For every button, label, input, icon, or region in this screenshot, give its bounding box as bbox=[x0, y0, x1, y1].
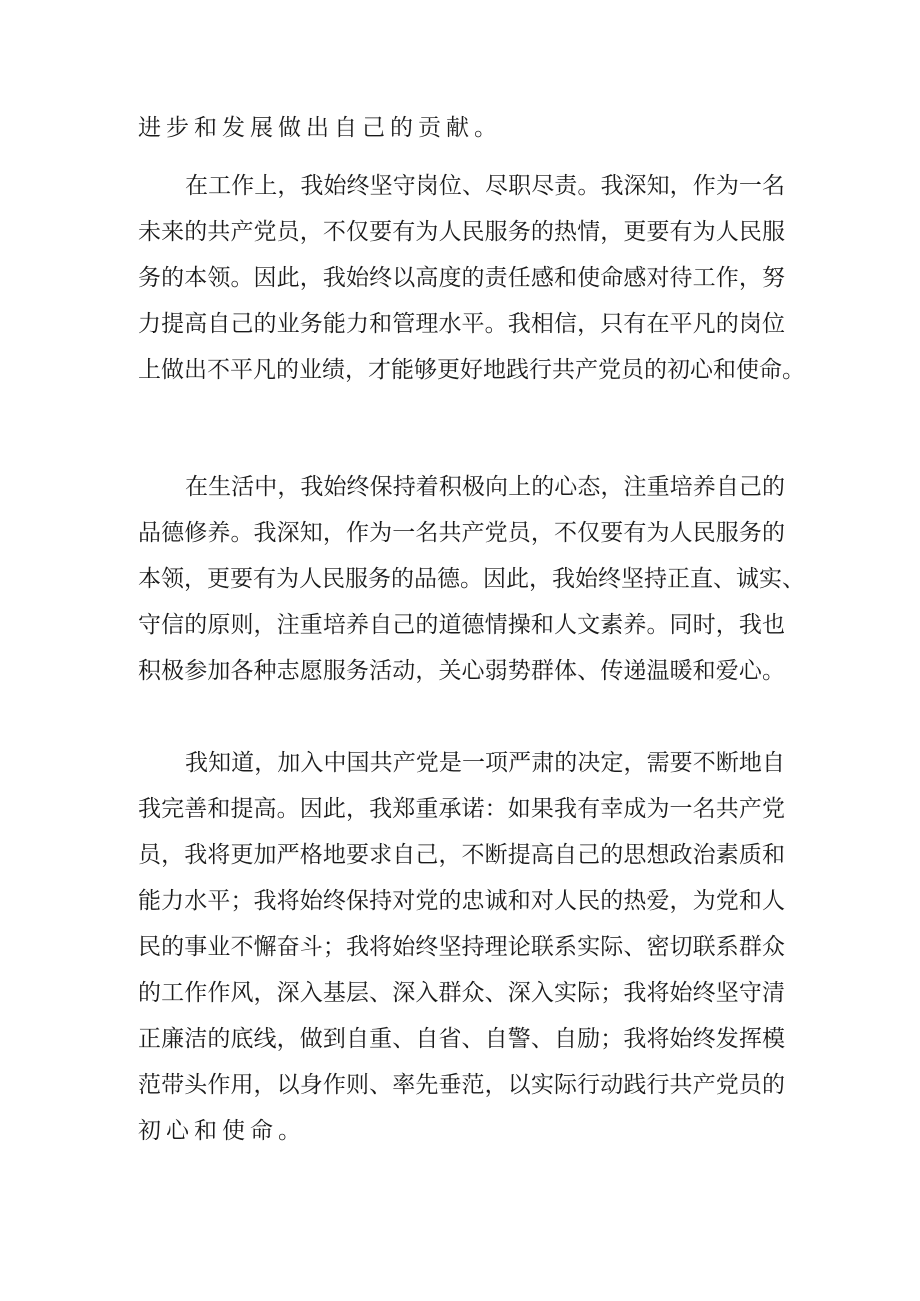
line-text: 员，我将更加严格地要求自己，不断提高自己的思想政治素质和 bbox=[138, 842, 785, 868]
paragraph-line bbox=[0, 1065, 920, 1105]
paragraph-line bbox=[0, 304, 920, 344]
paragraph-line bbox=[0, 467, 920, 507]
paragraph-line bbox=[0, 927, 920, 967]
paragraph-line bbox=[0, 108, 920, 148]
paragraph-line bbox=[0, 513, 920, 553]
paragraph-line bbox=[0, 166, 920, 206]
line-text: 未来的共产党员，不仅要有为人民服务的热情，更要有为人民服 bbox=[138, 219, 785, 245]
paragraph-line bbox=[0, 789, 920, 829]
line-text: 正廉洁的底线，做到自重、自省、自警、自励；我将始终发挥模 bbox=[138, 1026, 785, 1052]
paragraph-line bbox=[0, 605, 920, 645]
paragraph-line bbox=[0, 1019, 920, 1059]
paragraph-line bbox=[0, 1111, 920, 1151]
line-text: 守信的原则，注重培养自己的道德情操和人文素养。同时，我也 bbox=[138, 612, 785, 638]
line-text: 上做出不平凡的业绩，才能够更好地践行共产党员的初心和使命。 bbox=[138, 357, 805, 383]
line-text: 进步和发展做出自己的贡献。 bbox=[138, 115, 502, 141]
paragraph-line bbox=[0, 973, 920, 1013]
paragraph-line bbox=[0, 651, 920, 691]
line-text: 在生活中，我始终保持着积极向上的心态，注重培养自己的 bbox=[185, 474, 785, 500]
line-text: 务的本领。因此，我始终以高度的责任感和使命感对待工作，努 bbox=[138, 265, 785, 291]
paragraph-line bbox=[0, 212, 920, 252]
paragraph-line bbox=[0, 743, 920, 783]
line-text: 力提高自己的业务能力和管理水平。我相信，只有在平凡的岗位 bbox=[138, 311, 785, 337]
paragraph-line bbox=[0, 350, 920, 390]
paragraph-line bbox=[0, 559, 920, 599]
paragraph-line bbox=[0, 835, 920, 875]
line-text: 的工作作风，深入基层、深入群众、深入实际；我将始终坚守清 bbox=[138, 980, 785, 1006]
line-text: 初心和使命。 bbox=[138, 1118, 306, 1144]
line-text: 民的事业不懈奋斗；我将始终坚持理论联系实际、密切联系群众 bbox=[138, 934, 785, 960]
line-text: 能力水平；我将始终保持对党的忠诚和对人民的热爱，为党和人 bbox=[138, 888, 785, 914]
line-text: 在工作上，我始终坚守岗位、尽职尽责。我深知，作为一名 bbox=[185, 173, 785, 199]
paragraph-line bbox=[0, 258, 920, 298]
paragraph-line bbox=[0, 881, 920, 921]
line-text: 我知道，加入中国共产党是一项严肃的决定，需要不断地自 bbox=[185, 750, 785, 776]
line-text: 积极参加各种志愿服务活动，关心弱势群体、传递温暖和爱心。 bbox=[138, 658, 785, 684]
line-text: 范带头作用，以身作则、率先垂范，以实际行动践行共产党员的 bbox=[138, 1072, 785, 1098]
line-text: 品德修养。我深知，作为一名共产党员，不仅要有为人民服务的 bbox=[138, 520, 785, 546]
line-text: 我完善和提高。因此，我郑重承诺：如果我有幸成为一名共产党 bbox=[138, 796, 785, 822]
line-text: 本领，更要有为人民服务的品德。因此，我始终坚持正直、诚实、 bbox=[138, 566, 805, 592]
